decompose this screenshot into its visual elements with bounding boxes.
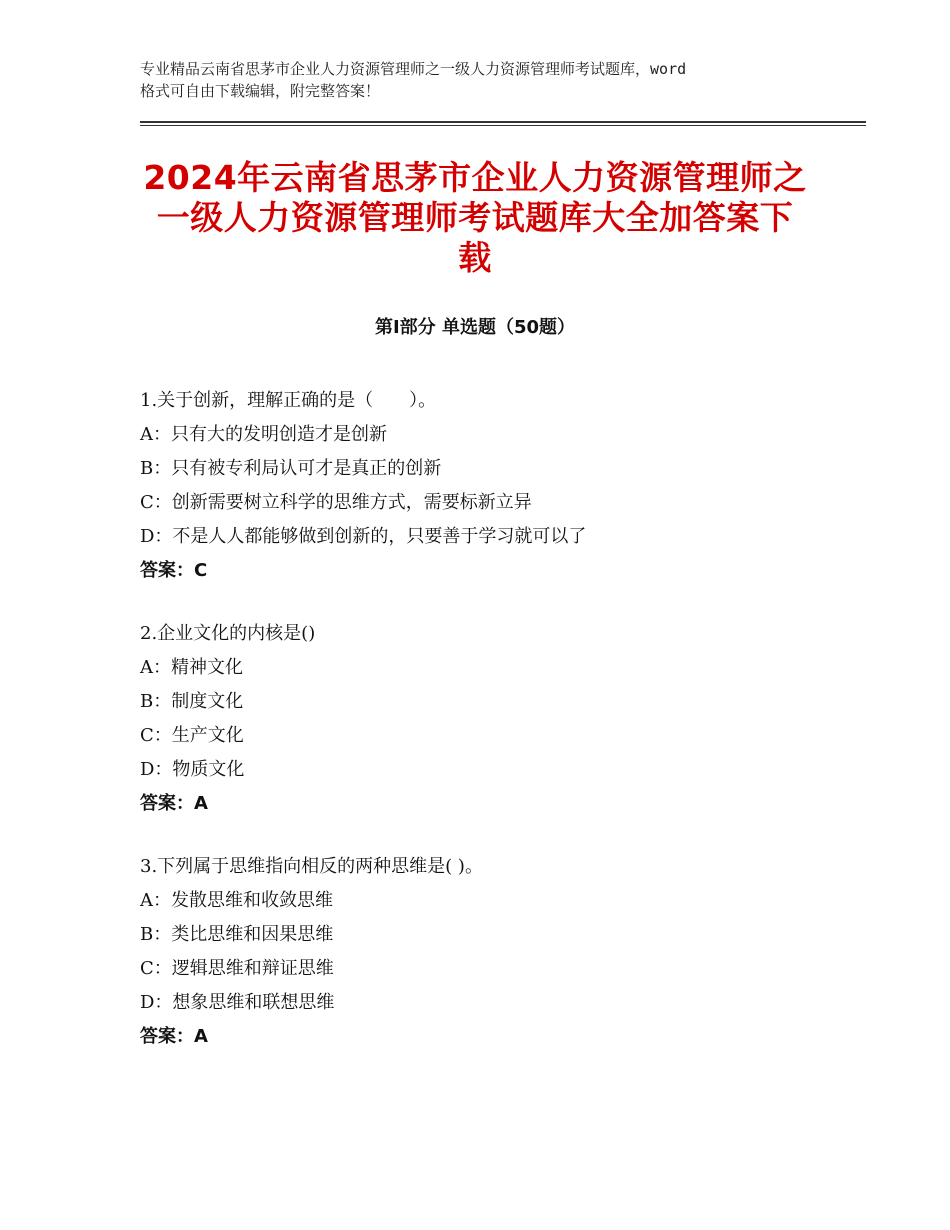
option-a: A：只有大的发明创造才是创新 <box>140 424 387 445</box>
question-stem: 2.企业文化的内核是() <box>140 623 316 644</box>
header-note-line-2: 格式可自由下载编辑，附完整答案！ <box>140 82 381 100</box>
document-title-line-3: 载 <box>458 238 492 277</box>
option-d: D：物质文化 <box>140 759 245 780</box>
option-a: A：发散思维和收敛思维 <box>140 890 333 911</box>
option-c: C：创新需要树立科学的思维方式，需要标新立异 <box>140 492 532 513</box>
option-d: D：想象思维和联想思维 <box>140 992 335 1013</box>
option-b: B：只有被专利局认可才是真正的创新 <box>140 458 442 479</box>
header-note <box>140 58 830 102</box>
document-title-line-1: 2024年云南省思茅市企业人力资源管理师之 <box>143 158 807 197</box>
option-a: A：精神文化 <box>140 657 243 678</box>
option-b: B：制度文化 <box>140 691 244 712</box>
option-c: C：生产文化 <box>140 725 244 746</box>
document-title <box>130 158 820 278</box>
question-stem: 1.关于创新，理解正确的是（ ）。 <box>140 390 437 411</box>
header-rule-thin <box>140 125 866 126</box>
question-2 <box>140 617 840 821</box>
answer-label: 答案：A <box>140 1026 208 1047</box>
header-rule-thick <box>140 121 866 123</box>
question-list <box>140 384 840 1083</box>
question-1 <box>140 384 840 588</box>
document-title-line-2: 一级人力资源管理师考试题库大全加答案下 <box>156 198 794 237</box>
header-note-line-1: 专业精品云南省思茅市企业人力资源管理师之一级人力资源管理师考试题库，word <box>140 60 687 78</box>
question-stem: 3.下列属于思维指向相反的两种思维是( )。 <box>140 856 483 877</box>
answer-label: 答案：A <box>140 793 208 814</box>
option-c: C：逻辑思维和辩证思维 <box>140 958 334 979</box>
question-3 <box>140 850 840 1054</box>
section-title: 第Ⅰ部分 单选题（50题） <box>374 317 575 338</box>
option-b: B：类比思维和因果思维 <box>140 924 334 945</box>
answer-label: 答案：C <box>140 560 208 581</box>
option-d: D：不是人人都能够做到创新的，只要善于学习就可以了 <box>140 526 587 547</box>
